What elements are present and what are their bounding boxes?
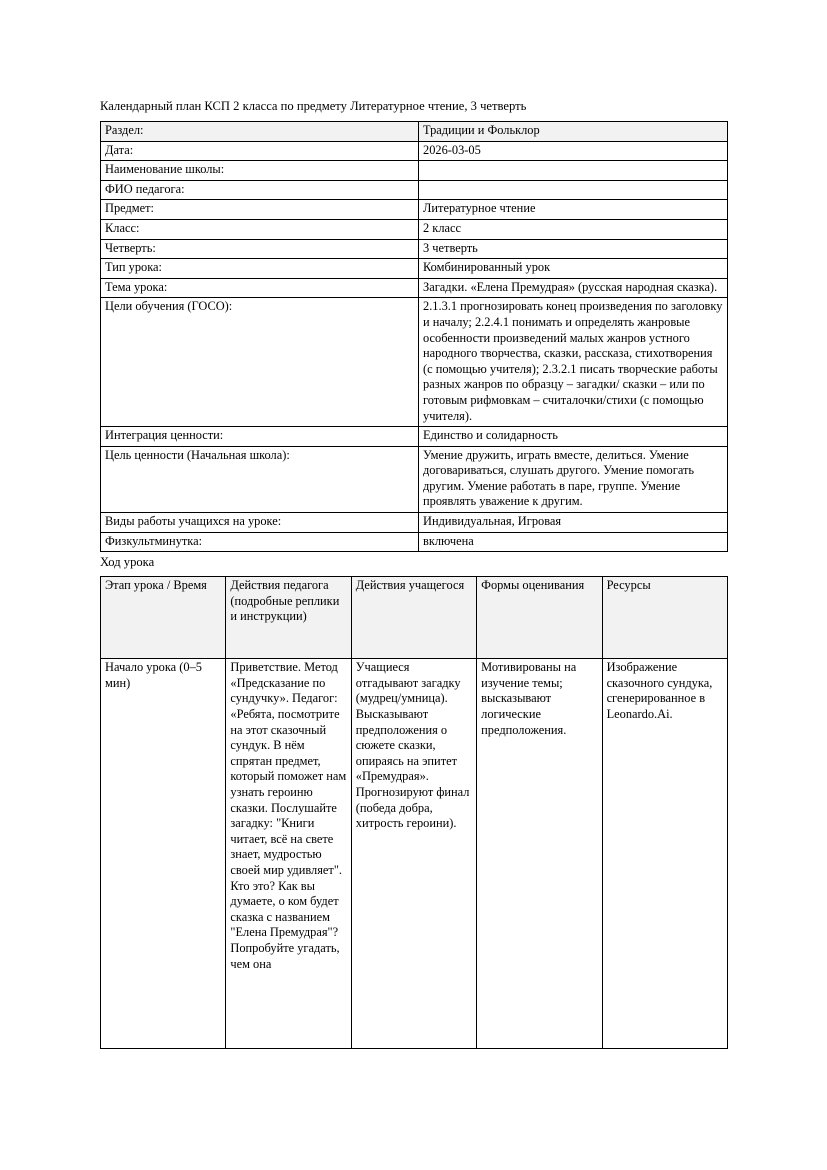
- info-label-cell: Раздел:: [101, 122, 419, 142]
- info-label-cell: Цели обучения (ГОСО):: [101, 298, 419, 427]
- table-row: [101, 180, 728, 200]
- info-value-cell: Литературное чтение: [419, 200, 728, 220]
- info-value-cell: 2 класс: [419, 219, 728, 239]
- info-label-cell: Дата:: [101, 141, 419, 161]
- assessment-cell: Мотивированы на изучение темы; высказывают логические предположения.: [477, 659, 602, 1049]
- lesson-flow-head: [101, 577, 728, 659]
- student-actions-cell: Учащиеся отгадывают загадку (мудрец/умница). Высказывают предположения о сюжете сказки, опираясь на эпитет «Премудрая». Прогнозируют финал (победа добра, хитрость героини).: [351, 659, 476, 1049]
- resources-cell: Изображение сказочного сундука, сгенерированное в Leonardo.Ai.: [602, 659, 727, 1049]
- info-label-cell: Четверть:: [101, 239, 419, 259]
- info-label-cell: ФИО педагога:: [101, 180, 419, 200]
- column-header: Ресурсы: [602, 577, 727, 659]
- page-title: Календарный план КСП 2 класса по предмету Литературное чтение, 3 четверть: [100, 99, 527, 113]
- table-row: [101, 446, 728, 512]
- info-label-cell: Тема урока:: [101, 278, 419, 298]
- info-value-cell: [419, 161, 728, 181]
- info-label-cell: Предмет:: [101, 200, 419, 220]
- info-value-cell: 2026-03-05: [419, 141, 728, 161]
- table-row: [101, 513, 728, 533]
- table-row: [101, 219, 728, 239]
- table-row: [101, 200, 728, 220]
- column-header: Этап урока / Время: [101, 577, 226, 659]
- table-row: [101, 298, 728, 427]
- table-row: [101, 659, 728, 1049]
- info-value-cell: включена: [419, 532, 728, 552]
- info-label-cell: Интеграция ценности:: [101, 427, 419, 447]
- column-header: Формы оценивания: [477, 577, 602, 659]
- table-row: [101, 141, 728, 161]
- info-label-cell: Наименование школы:: [101, 161, 419, 181]
- lesson-flow-heading: Ход урока: [100, 555, 155, 570]
- info-value-cell: Традиции и Фольклор: [419, 122, 728, 142]
- info-value-cell: Загадки. «Елена Премудрая» (русская народная сказка).: [419, 278, 728, 298]
- info-value-cell: 3 четверть: [419, 239, 728, 259]
- table-row: [101, 278, 728, 298]
- lesson-info-table: [100, 121, 728, 552]
- info-value-cell: Комбинированный урок: [419, 259, 728, 279]
- teacher-actions-cell: Приветствие. Метод «Предсказание по сундучку». Педагог: «Ребята, посмотрите на этот сказочный сундук. В нём спрятан предмет, который поможет нам узнать героиню сказки. Послушайте загадку: "Книги читает, всё на свете знает, мудростью своей мир удивляет". Кто это? Как вы думаете, о ком будет сказка с названием "Елена Премудрая"? Попробуйте угадать, чем она: [226, 659, 351, 1049]
- info-label-cell: Физкультминутка:: [101, 532, 419, 552]
- lesson-info-body: [101, 122, 728, 552]
- table-row: [101, 427, 728, 447]
- table-header-row: [101, 577, 728, 659]
- stage-cell: Начало урока (0–5 мин): [101, 659, 226, 1049]
- table-row: [101, 239, 728, 259]
- info-label-cell: Класс:: [101, 219, 419, 239]
- info-value-cell: Единство и солидарность: [419, 427, 728, 447]
- table-row: [101, 122, 728, 142]
- info-value-cell: Индивидуальная, Игровая: [419, 513, 728, 533]
- table-row: [101, 532, 728, 552]
- info-value-cell: Умение дружить, играть вместе, делиться. Умение договариваться, слушать другого. Умение помогать другим. Умение работать в паре, группе. Умение проявлять уважение к другим.: [419, 446, 728, 512]
- lesson-flow-table: [100, 576, 728, 1049]
- info-label-cell: Виды работы учащихся на уроке:: [101, 513, 419, 533]
- column-header: Действия учащегося: [351, 577, 476, 659]
- info-value-cell: 2.1.3.1 прогнозировать конец произведения по заголовку и началу; 2.2.4.1 понимать и определять жанровые особенности произведений малых жанров устного народного творчества, сказки, рассказа, стихотворения (с помощью учителя); 2.3.2.1 писать творческие работы разных жанров по образцу – загадки/ сказки – или по готовым рифмовкам – считалочки/стихи (с помощью учителя).: [419, 298, 728, 427]
- lesson-flow-body: [101, 659, 728, 1049]
- document-page: [100, 98, 727, 1049]
- column-header: Действия педагога (подробные реплики и инструкции): [226, 577, 351, 659]
- table-row: [101, 161, 728, 181]
- info-label-cell: Цель ценности (Начальная школа):: [101, 446, 419, 512]
- info-value-cell: [419, 180, 728, 200]
- table-row: [101, 259, 728, 279]
- info-label-cell: Тип урока:: [101, 259, 419, 279]
